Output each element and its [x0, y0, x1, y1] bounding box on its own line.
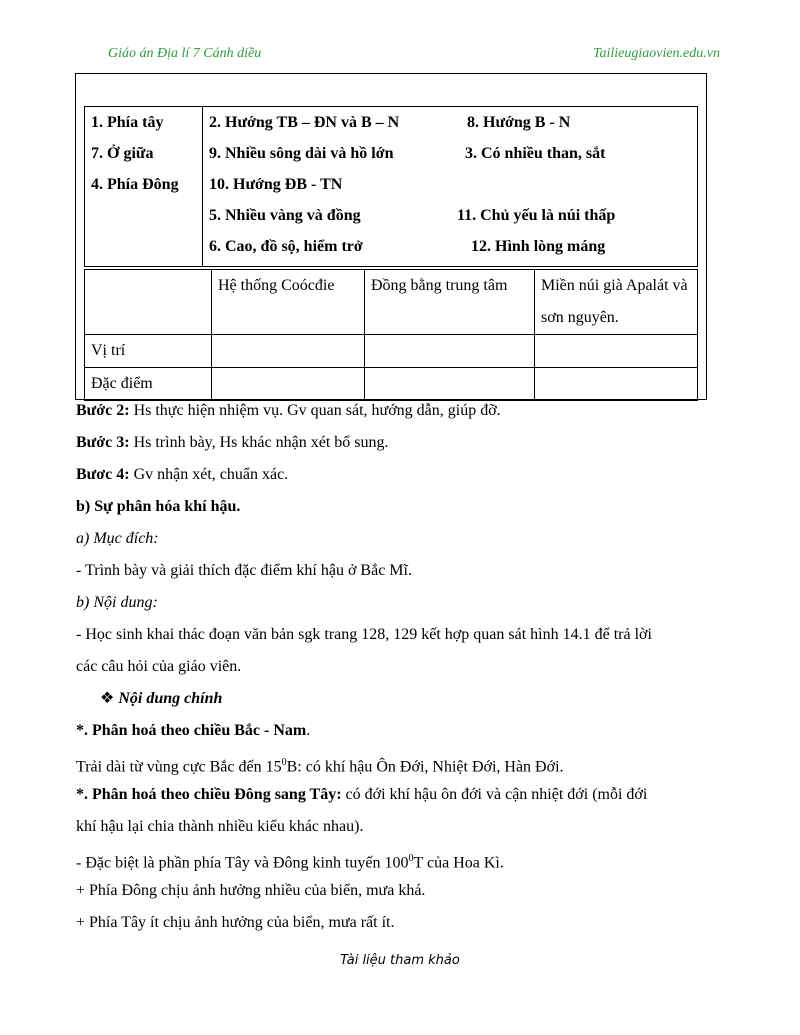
- card-item: 8. Hướng B - N: [467, 114, 571, 131]
- card-row: [209, 140, 691, 171]
- east-west-text: có đới khí hậu ôn đới và cận nhiệt đới (mỗi đới: [341, 786, 648, 803]
- table-row: [85, 368, 698, 401]
- table-cell: [85, 270, 212, 335]
- ns-text-b: B: có khí hậu Ôn Đới, Nhiệt Đới, Hàn Đới.: [286, 758, 564, 776]
- lesson-body: [76, 398, 756, 942]
- header-left: Giáo án Địa lí 7 Cánh diều: [108, 46, 262, 61]
- card-item: 9. Nhiều sông dài và hồ lớn: [209, 145, 394, 162]
- east-line: + Phía Đông chịu ảnh hưởng nhiều của biển, mưa khá.: [76, 882, 426, 899]
- table-row-label: Vị trí: [85, 335, 212, 368]
- cards-right-cell: [203, 107, 698, 267]
- section-title: b) Sự phân hóa khí hậu.: [76, 498, 241, 515]
- footer: Tài liệu tham khảo: [340, 953, 460, 968]
- table-cell: [212, 368, 365, 401]
- ns-sup: 0: [281, 757, 287, 768]
- table-cell: [365, 335, 535, 368]
- content-label: b) Nội dung:: [76, 594, 158, 611]
- card-item: 10. Hướng ĐB - TN: [209, 176, 343, 193]
- table-row: [85, 335, 698, 368]
- table-cell: [535, 368, 698, 401]
- north-south-text: [76, 750, 756, 782]
- east-west-label: *. Phân hoá theo chiều Đông sang Tây:: [76, 786, 342, 803]
- card-item: 7. Ở giữa: [91, 145, 154, 162]
- step-3: [76, 430, 756, 462]
- card-row: [209, 233, 691, 264]
- north-south-title: [76, 718, 756, 750]
- table-cell: [212, 335, 365, 368]
- table-header-cell: Miền núi già Apalát và sơn nguyên.: [535, 270, 698, 335]
- card-item: 5. Nhiều vàng và đồng: [209, 207, 361, 224]
- card-row: [209, 171, 691, 202]
- table-row-label: Đặc điểm: [85, 368, 212, 401]
- table-header-cell: Hệ thống Coócđie: [212, 270, 365, 335]
- card-item: 2. Hướng TB – ĐN và B – N: [209, 114, 400, 131]
- card-item: 1. Phía tây: [91, 114, 164, 131]
- card-row: [209, 109, 691, 140]
- step-label: Bươc 4:: [76, 466, 130, 483]
- step-label: Bước 3:: [76, 434, 130, 451]
- step-text: Hs trình bày, Hs khác nhận xét bổ sung.: [129, 434, 389, 451]
- step-text: Gv nhận xét, chuẩn xác.: [129, 466, 289, 483]
- ns-text-a: Trải dài từ vùng cực Bắc đến 15: [76, 758, 282, 776]
- cards-left-cell: [85, 107, 203, 267]
- step-label: Bước 2:: [76, 402, 130, 419]
- east-west-text-2: khí hậu lại chia thành nhiều kiểu khác nhau).: [76, 818, 364, 835]
- step-4: [76, 462, 756, 494]
- east-west-line: [76, 782, 756, 814]
- north-south-dot: .: [306, 722, 311, 739]
- main-content-label: Nội dung chính: [118, 690, 223, 707]
- content-text: các câu hỏi của giáo viên.: [76, 658, 242, 675]
- special-b: T của Hoa Kì.: [413, 854, 504, 872]
- purpose-label: a) Mục đích:: [76, 530, 159, 547]
- card-item: 3. Có nhiều than, sắt: [465, 145, 606, 162]
- cards-table: [84, 106, 698, 267]
- table-cell: [365, 368, 535, 401]
- card-item: 4. Phía Đông: [91, 176, 179, 193]
- card-item: 12. Hình lòng máng: [471, 238, 606, 255]
- card-item: 11. Chủ yếu là núi thấp: [457, 207, 616, 224]
- table-header-cell: Đồng bằng trung tâm: [365, 270, 535, 335]
- step-2: [76, 398, 756, 430]
- header-right: Tailieugiaovien.edu.vn: [592, 46, 720, 61]
- diamond-bullet-icon: ❖: [100, 690, 115, 707]
- special-a: - Đặc biệt là phần phía Tây và Đông kinh tuyến 100: [76, 854, 409, 872]
- comparison-table: [84, 269, 698, 401]
- special-line: [76, 846, 756, 878]
- purpose-text: - Trình bày và giải thích đặc điểm khí hậu ở Bắc Mĩ.: [76, 562, 412, 579]
- table-header-row: [85, 270, 698, 335]
- card-row: [209, 202, 691, 233]
- step-text: Hs thực hiện nhiệm vụ. Gv quan sát, hướng dẫn, giúp đỡ.: [129, 402, 501, 419]
- content-text: - Học sinh khai thác đoạn văn bản sgk trang 128, 129 kết hợp quan sát hình 14.1 để trả lời: [76, 626, 652, 643]
- north-south-label: *. Phân hoá theo chiều Bắc - Nam: [76, 722, 307, 739]
- table-cell: [535, 335, 698, 368]
- main-content-heading: [76, 686, 756, 718]
- special-sup: 0: [408, 853, 414, 864]
- card-item: 6. Cao, đồ sộ, hiểm trở: [209, 238, 363, 255]
- west-line: + Phía Tây ít chịu ảnh hưởng của biển, mưa rất ít.: [76, 914, 395, 931]
